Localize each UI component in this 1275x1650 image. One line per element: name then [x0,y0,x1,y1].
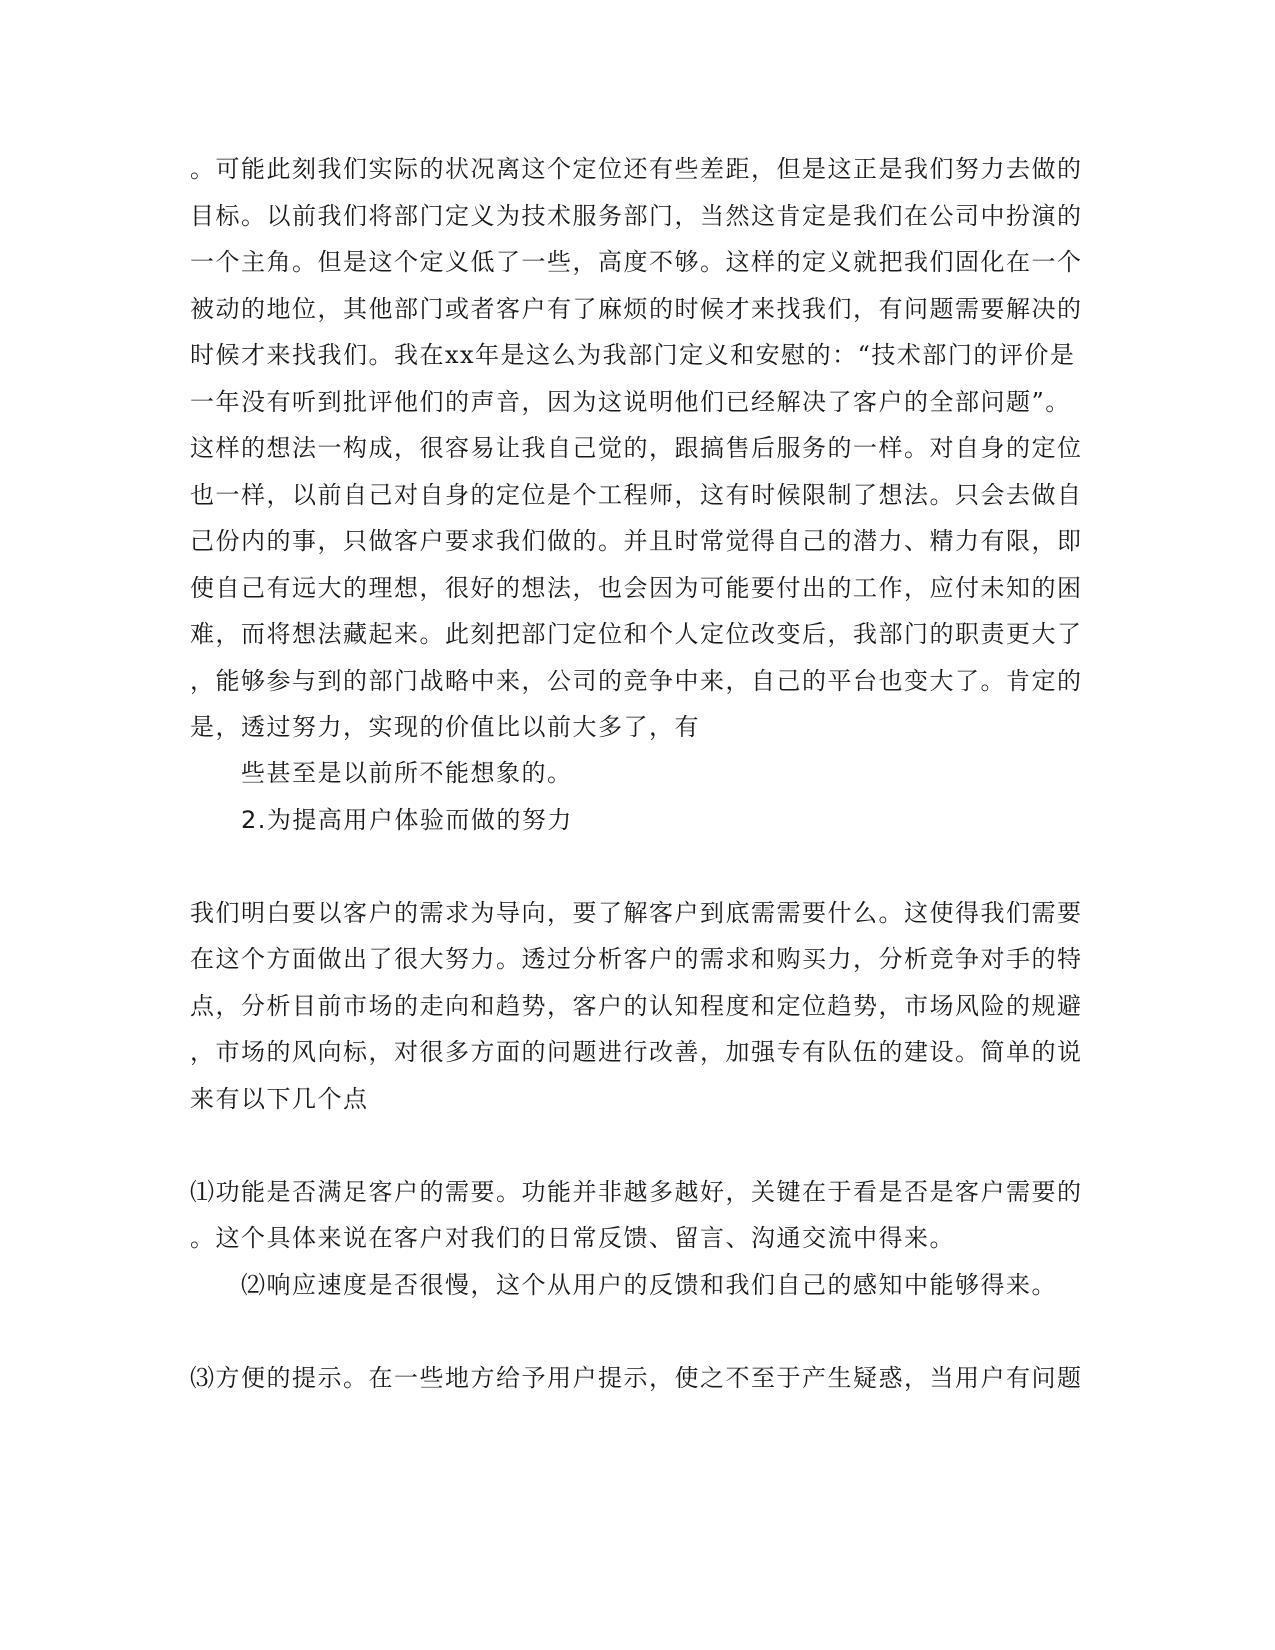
paragraph-line: 在这个方面做出了很大努力。透过分析客户的需求和购买力，分析竞争对手的特 [190,945,1083,973]
paragraph-line: 使自己有远大的理想，很好的想法，也会因为可能要付出的工作，应付未知的困 [190,574,1083,602]
paragraph-line: 是，透过努力，实现的价值比以前大多了，有 [190,713,700,741]
paragraph-line: 一年没有听到批评他们的声音，因为这说明他们已经解决了客户的全部问题”。 [190,388,1071,416]
paragraph-line: 也一样，以前自己对自身的定位是个工程师，这有时候限制了想法。只会去做自 [190,481,1083,509]
list-item: ⑵响应速度是否很慢，这个从用户的反馈和我们自己的感知中能够得来。 [241,1271,1057,1299]
paragraph-line: 我们明白要以客户的需求为导向，要了解客户到底需需要什么。这使得我们需要 [190,899,1083,927]
paragraph-line: 时候才来找我们。我在xx年是这么为我部门定义和安慰的：“技术部门的评价是 [190,341,1076,369]
list-item-continuation: 。这个具体来说在客户对我们的日常反馈、留言、沟通交流中得来。 [190,1224,955,1252]
paragraph-line: ，市场的风向标，对很多方面的问题进行改善，加强专有队伍的建设。简单的说 [190,1038,1083,1066]
list-item: ⑶方便的提示。在一些地方给予用户提示，使之不至于产生疑惑，当用户有问题 [190,1364,1083,1392]
paragraph-line: 点，分析目前市场的走向和趋势，客户的认知程度和定位趋势，市场风险的规避 [190,992,1083,1020]
paragraph-line: 来有以下几个点 [190,1085,369,1113]
section-heading: 2.为提高用户体验而做的努力 [241,806,573,834]
list-item: ⑴功能是否满足客户的需要。功能并非越多越好，关键在于看是否是客户需要的 [190,1178,1083,1206]
paragraph-line: 这样的想法一构成，很容易让我自己觉的，跟搞售后服务的一样。对自身的定位 [190,434,1083,462]
paragraph-line: 些甚至是以前所不能想象的。 [241,759,573,787]
paragraph-line: 目标。以前我们将部门定义为技术服务部门，当然这肯定是我们在公司中扮演的 [190,202,1083,230]
paragraph-line: 。可能此刻我们实际的状况离这个定位还有些差距，但是这正是我们努力去做的 [190,155,1083,183]
paragraph-line: 被动的地位，其他部门或者客户有了麻烦的时候才来找我们，有问题需要解决的 [190,295,1083,323]
paragraph-line: 己份内的事，只做客户要求我们做的。并且时常觉得自己的潜力、精力有限，即 [190,527,1083,555]
paragraph-line: 难，而将想法藏起来。此刻把部门定位和个人定位改变后，我部门的职责更大了 [190,620,1083,648]
paragraph-line: 一个主角。但是这个定义低了一些，高度不够。这样的定义就把我们固化在一个 [190,248,1083,276]
paragraph-line: ，能够参与到的部门战略中来，公司的竞争中来，自己的平台也变大了。肯定的 [190,667,1083,695]
